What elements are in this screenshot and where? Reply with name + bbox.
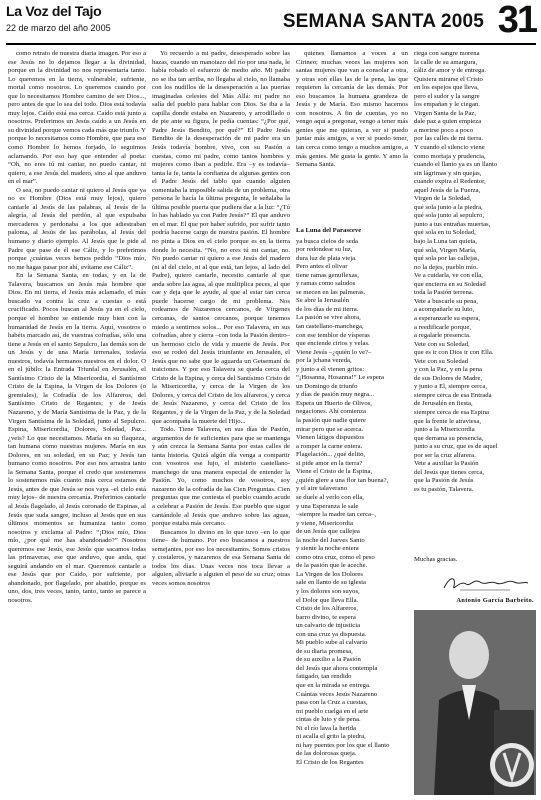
poem-line: junto a la Misericordia xyxy=(414,426,475,434)
poem-line: y los dolores son suyos, xyxy=(296,587,360,595)
poem-line: que es ir con Dios ir con Ella. xyxy=(414,349,494,357)
poem-line: ni acalla el grito la piedra, xyxy=(296,733,366,741)
poem-line: que derrama su presencia, xyxy=(414,434,484,442)
poem-line: con ese temblor de vísperas xyxy=(296,331,370,339)
poem-line: junto a su cruz, que es de aquel xyxy=(414,443,498,451)
article-column-4 xyxy=(414,50,534,600)
poem-line: no la dejes, pueblo mío. xyxy=(414,263,478,271)
poem-line: cáliz de amor y de entrega. xyxy=(414,67,487,75)
poem-line: –siempre la madre tan cerca–, xyxy=(296,511,377,519)
poem-line: es tu pasión, Talavera. xyxy=(414,485,474,493)
poem-line: Virgen de la Soledad, xyxy=(414,195,472,203)
poem-line: mi pueblo cuelga en el arte xyxy=(296,707,369,715)
poem-line: qué sola por las callejas, xyxy=(414,255,480,263)
poem-line: Viene Jesús –¿quién lo ve?– xyxy=(296,348,372,356)
poem-line: pasa con la Cruz a cuestas, xyxy=(296,699,368,707)
poem-line: Se abre la Jerusalén xyxy=(296,297,349,305)
article-column-3 xyxy=(296,50,408,225)
poem-line: Cuántas veces Jesús Nazareno xyxy=(296,690,378,698)
poem-line: de los días de mi tierra. xyxy=(296,305,359,313)
poem-line: si pide amor en la tierra? xyxy=(296,459,363,467)
paragraph: Yo recuerdo a mi padre, desesperado sobre las hazas, cuando un manotazo del río por una nada, le había robado el esfuerzo de medio año. Mi padre no se iba tan arriba, no llegaba al cielo, no llamaba con los nudillos de la desesperación a las puertas imaginadas celestes del Más Allá: mi padre no salía del pueblo para hablar con Dios. Se iba a la capilla donde estaba en Nazareno, y arrodillado o de pie ante su figura, le pedía cuentas: “¿Por qué, Padre Jesús Bendito, por qué?” El Padre Jesús Bendito de la desesperación de mi padre era un Jesús todavía hombre, vivo, con su Pasión a cuestas, como mi padre, como tantos hombres y mujeres como iban a pedirle. Era –y es todavía– tanta la fe, tanta la confianza de algunas gentes con el Padre Jesús del tablo que cuando alguien comentaba la imposible salida de un problema, otra persona le hacía la última pregunta, le señalaba la última posible puerta que pudiera dar a la luz: “¿Tú lo has hablado ya con Padre Jesús?” El que anduvo en el mar. El que por haber sufrido, por sufrir tanto podría hacerse cargo de nuestra pasión. El hombre no pinta a Dios en el cielo porque es en la tierra donde lo necesita. “No, no eres tú mi cantar, no. No puedo cantar ni quiero a ese Jesús del madero (ni al del cielo, ni al que está, tan lejos, al lado del Padre), quiero cantarle, necesito cantarle al que anda sobre las agua, al que multiplica peces, al que cae y deja que le ayude, al que al estar tan cerca puede hacerse cargo de mi problema. Nos rodeamos de Nazarenos cercanos, de Vírgenes cercanas, de santos cercanos, porque tenemos miedo a sentirnos solos... Por eso Talavera, en sus cofradías, abre y cierra –con toda la Pasión dentro– un hermoso ciclo de vida y muerte de Jesús. Por eso se rodeó del Jesús triunfante en Jerusalén, el Jesús que no sabe que le aguarda un Getsemaní de traiciones. Y por eso Talavera se queda cerca del Cristo de la Espina, y cerca del Santísimo Cristo de la Misericordia, y cerca de la Virgen de los Dolores, y cerca del Cristo de los alfareros, y cerca de Jesús Nazareno, y cerca del Cristo de los Regantes, y de la Virgen de la Paz, y de la Soledad que acompaña la muerte del Hijo... xyxy=(152,50,290,425)
poem-line: Pero antes el olivar xyxy=(296,263,348,271)
poem-line: y siente la noche entera xyxy=(296,545,359,553)
author-photo xyxy=(414,610,536,795)
poem-line: y días de pasión muy negra... xyxy=(296,391,375,399)
poem-line: cuando expira el Redentor, xyxy=(414,178,486,186)
poem-line: el Dolor que lleva Ella. xyxy=(296,596,359,604)
poem-title: La Luna del Parasceve xyxy=(296,227,362,234)
poem-line: Vienen látigos dispuestos xyxy=(296,434,364,442)
poem-lines xyxy=(296,238,408,768)
poem-line: tan castellano-manchega, xyxy=(296,323,364,331)
paragraph: quienes llamamos a voces a un Cirineo; muchas veces las mujeres son santas mujeres que van a consolar a otra, y otras son ellas las de la pena, las que requieren la cercanía de las demás. Por eso buscamos la humana grandeza de Jesús y de María. Eso mismo hacemos con nosotros. A fin de cuentas, yo no vengo aquí a pregonar, vengo a tener más gentes que me quieran, a ver si puedo juntar más amigos, a ver si puedo tener, tan cerca como tengo a muchos amigos, a más gentes. Me gusta la gente. Y amo la Semana Santa. xyxy=(296,50,408,169)
paragraph: En la Semana Santa, en todas, y en la de Talavera, buscamos un Jesús más hombre que Dios. En mi tierra, el Jesús más aclamado, el más buscado va contra la cruz a cuestas o está crucificado. Pocos buscan al Jesús ya en el cielo, porque el hombre se entiende muy bien con la humanidad de Jesús en la tierra. Aquí, vosotros o habéis marcado así, de vuestras cofradías, sólo una tiene a Jesús en el santo Sepulcro, las demás son de un Jesús y de una María terrenales, todavía nuestros, todavía hermanos nuestros en el dolor. O en el júbilo: la Entrada Triunfal en Jerusalén, el Santísimo Cristo de la Misericordia, el Santísimo Cristo de la Espina, la Virgen de los Dolores (o gremiales), la Cofradía de los Alfareros, del Santísimo Cristo de Regantes; y de Jesús Nazareno, y de María Santísima de la Paz, y de la Virgen Santísima de la Soledad, junto al Sepulcro. Espina, Misericordia, Dolores, Soledad, Paz... ¿veis? Lo que necesitamos. María en su flaqueza, tan humana como nuestras mujeres. María en sus Dolores, en su soledad, en su Paz; y Jesús tan humano como nosotros. Por eso nos arrastra tanto la Semana Santa, porque el credo que sostenemos lo sostenemos más cuanto más cerca estamos de Jesús, antes de que Jesús se nos vaya –el cielo está muy lejos– de nuestra cercanía. Preferimos cantarle al Jesús flagelado, al Jesús coronado de Espinas, al Jesús que suda sangre, incluso al Jesús que en sus últimos momentos se humaniza tanto como nosotros y exclama al Padre: “¡Dios mío, Dios mío, ¿por qué me has abandonado?” Nosotros queremos ese Jesús, ese Jesús que sacamos todas las primaveras, ese que anduvo, que anda, que seguirá andando en el mar. Queremos cantarle a ese Jesús que por Caído, por sufriente, por abandonado, por flagelado, por abatido, porque es uno, dos, tres veces, tanto, tanto, tanto se parece a nosotros. xyxy=(8,272,146,604)
author-signature xyxy=(440,572,530,594)
poem-line: y con la Paz, y en la pena xyxy=(414,366,482,374)
article-column-2 xyxy=(152,50,290,795)
poem-line: a esperanzarle su espera, xyxy=(414,314,481,322)
issue-date: 22 de marzo del año 2005 xyxy=(6,23,111,33)
poem-line: como mortaja y prudencia, xyxy=(414,152,486,160)
poem-line: la calle de su amargura, xyxy=(414,58,478,66)
poem-line: se duele al verlo con ella, xyxy=(296,493,364,501)
poem-line: que enciende cirios y velas. xyxy=(296,340,370,348)
poem-line: en los espejos que lleva, xyxy=(414,84,479,92)
poem-line: riega con sangre morena xyxy=(414,50,480,57)
poem-line: qué sola junto a la piedra, xyxy=(414,203,483,211)
poem-line: del Jesús que tienes cerca, xyxy=(414,468,485,476)
poem-line: por las calles de mi tierra. xyxy=(414,135,484,143)
poem-line: la pasión que nadie quiere xyxy=(296,417,366,425)
poem-line: un calvario de injusticia xyxy=(296,622,361,630)
poem-line: que la Pasión de Jesús xyxy=(414,477,474,485)
poem-line: pero el sudor y la sangre xyxy=(414,92,480,100)
poem-line: de las dolorosas queja. xyxy=(296,750,357,758)
poem-line: La Virgen de los Dolores xyxy=(296,570,363,578)
poem-line: ya busca cielos de seda xyxy=(296,237,359,245)
poem-line: y una Esperanza le sale xyxy=(296,502,359,510)
poem-line: aquel Jesús de la Fuerza, xyxy=(414,186,481,194)
poem-line: a acompañarle su luto, xyxy=(414,306,475,314)
poem-line: por la jchana vereda, xyxy=(296,357,352,365)
poem-line: dale paz a quien empieza xyxy=(414,118,482,126)
poem-line: Espera un Huerto de Olivos, xyxy=(296,399,372,407)
poem-line: fatigado, tan rendido xyxy=(296,673,352,681)
poem-line: que encierra en su Soledad xyxy=(414,280,486,288)
newspaper-name: La Voz del Tajo xyxy=(6,3,102,19)
masthead xyxy=(6,0,536,43)
poem-line: Cristo de los Alfareros, xyxy=(296,605,359,613)
poem-line: Vete con su Soledad, xyxy=(414,340,470,348)
page-number: 31 xyxy=(497,0,536,41)
paragraph: Todo. Tiene Talavera, en sus días de Pasión, argumentos de fe suficientes para que se mantenga y aún crezca la Semana Santa por estas calles de tanta historia. Quizá algún día venga a compartir con vosotros ese lujo, el misterio castellano-manchego de una manera especial de entender la Pasión. Yo, como muchos de vosotros, soy nazareno de la cofradía de las Cien Preguntas. Cien preguntas que me contesta el pueblo cuando acude a celebrar a Pasión de Jesús. Ese pueblo que sigue cantándole al Jesús que anduvo sobre las aguas, porque estaba más cercano. xyxy=(152,426,290,528)
poem-line: Flagelación... ¿qué delito, xyxy=(296,451,366,459)
poem-line: “¡Hosanna, Hosanna!” Le espera xyxy=(296,374,385,382)
poem-line: Vete a buscarle su pena, xyxy=(414,297,479,305)
poem-line: Vete con su Soledad xyxy=(414,357,469,365)
poem-line: con una cruz ya dispuesta. xyxy=(296,630,367,638)
poem-line: a romper la carne entera. xyxy=(296,442,363,450)
poem-line: La pasión se vive ahora, xyxy=(296,314,361,322)
poem-line: y junto a El, siempre cerca, xyxy=(414,383,487,391)
poem-block xyxy=(296,227,408,797)
poem-line: negaciones. Ahí comienza xyxy=(296,408,367,416)
poem-line: dura luz de plata vieja. xyxy=(296,254,357,262)
poem-line: El Cristo de los Regantes xyxy=(296,758,364,766)
poem-line: Ni el río lava la herida xyxy=(296,724,356,732)
poem-line: tiene ramas genuflexas, xyxy=(296,271,359,279)
poem-line: a regalarle presencia. xyxy=(414,332,471,340)
author-name: Antonio García Barbeito. xyxy=(456,597,534,604)
poem-line: de sus Dolores de Madre, xyxy=(414,374,483,382)
poem-line: de su auxilio a la Pasión xyxy=(296,656,361,664)
poem-line: qué sola, Virgen María, xyxy=(414,246,477,254)
poem-line: del Jesús que ahora contempla xyxy=(296,664,378,672)
poem-line: Mi pueblo sube al calvario xyxy=(296,639,368,647)
poem-line: y junto a él vienen gritos: xyxy=(296,365,365,373)
poem-line: Y cuando el silencio viene xyxy=(414,144,485,152)
poem-line: como otra cruz, como el peso xyxy=(296,553,375,561)
poem-line: por ser la cruz alfarera. xyxy=(414,451,476,459)
poem-line: ni hay puentes por los que el llanto xyxy=(296,741,390,749)
poem-line: barro divino, te espera xyxy=(296,613,356,621)
poem-line: de su diaria promesa, xyxy=(296,647,353,655)
poem-line: y el aire talaverano xyxy=(296,485,348,493)
poem-line: qué sola junto al sepulcro, xyxy=(414,212,485,220)
poem-line: de un Jesús que callejea xyxy=(296,528,360,536)
poem-line: y viene, Misericordia xyxy=(296,519,354,527)
poem-line: por redondear su luz, xyxy=(296,246,353,254)
poem-line: un Domingo de triunfo xyxy=(296,382,358,390)
poem-line: cintas de luto y de pena. xyxy=(296,716,361,724)
poem-line: Vete a auxiliar la Pasión xyxy=(414,460,479,468)
poem-line: se mecen en las palmeras. xyxy=(296,288,366,296)
poem-line: sale en llanto de su iglesia xyxy=(296,579,367,587)
poem-line: mirar pero que se acerca. xyxy=(296,425,364,433)
poem-line: Quisiera mirarse el Cristo xyxy=(414,75,483,83)
poem-line: de la pasión que le aceche. xyxy=(296,562,368,570)
article-column-1 xyxy=(8,50,146,795)
poem-line: que la frente le atraviesa, xyxy=(414,417,482,425)
poem-line: y ramas como saludos xyxy=(296,280,356,288)
poem-line: que en la mirada se entrega. xyxy=(296,681,371,689)
poem-line: Ve a cuidarla, ve con ella, xyxy=(414,272,483,280)
poem-line: a reedificarle porque, xyxy=(414,323,471,331)
header-rule xyxy=(6,43,536,45)
poem-line: cuando el llanto ya es un llanto xyxy=(414,161,498,169)
poem-line: junto a tus entrañas muertas, xyxy=(414,220,491,228)
paragraph: Buscamos lo divino en lo que tuvo –en lo que tiene– de humano. Por eso buscamos a nuestros semejantes, por eso los necesitamos. Somos cristos y costaleros, y nazarenos de esa Semana Santa de todos los días. Unas veces nos toca llevar a alguien, aliviarle a alguien el peso de su cruz; otras veces somos nosotros xyxy=(152,528,290,587)
poem-line: los empañan y le ciegan. xyxy=(414,101,480,109)
poem-line: siempre cerca de esa Entrada xyxy=(414,391,492,399)
poem-line: toda la Pasión terrena. xyxy=(414,289,474,297)
poem-line: la noche del Jueves Santo xyxy=(296,536,365,544)
poem-line: de Jerusalén en fiesta, xyxy=(414,400,473,408)
poem-line: Virgen Santa de la Paz, xyxy=(414,109,477,117)
poem-line: sin lágrimas y sin quejas, xyxy=(414,169,482,177)
poem-line: Viene el Cristo de la Espina, xyxy=(296,468,373,476)
poem-line: bajo la Luna tan quieta, xyxy=(414,238,477,246)
paragraph: como retrato de nuestra diaria imagen. Por eso a ese Jesús no lo dejamos llegar a la divinidad, porque en la divinidad no nos representaría tanto. Lo queremos en la tierra, vulnerable, sufriente, mortal como nosotros. Lo queremos cuando por que lo necesitamos Hombre camino de ser Dios..., pero antes de que lo sea del todo. Dios está todavía muy lejos. Caído está esa cerca. Caído está junto a nosotros. Preferimos un Jesús caído a un Jesús en su divinidad porque vemos cada más que triunfo. Y porque lo necesitamos como Hombre, que para eso como Hombre lo hemos forjado, lo seguimos aclamando. Por eso hay que entender al poeta: “Oh, no eres tú mi cantar, no puedo cantar, ni quiero, a ese Jesús del madero, sino al que anduvo en el mar”. xyxy=(8,50,146,186)
poem-line: a morirse poco a poco xyxy=(414,126,474,134)
closing-thanks: Muchas gracias. xyxy=(414,556,458,563)
poem-line: ¿quién giere a una flor tan buena?, xyxy=(296,476,389,484)
poem-continuation xyxy=(414,50,534,494)
poem-line: qué sola en tu Soledad, xyxy=(414,229,476,237)
section-title: SEMANA SANTA 2005 xyxy=(282,11,484,32)
poem-line: siempre cerca de esa Espina xyxy=(414,408,490,416)
paragraph: O sea, no puedo cantar ni quiero al Jesús que ya no es Hombre (Dios está muy lejos), quiero cantarle al Jesús de las palabras, al Jesús de la alegría, al Jesús del perdón, al que expulsaba mercaderes y perdonaba a los que adiestraban paloma, al Jesús de las parábolas, al Jesús del humano y diario ejemplo. Al Jesús que le pide al Padre que pase de él ese Cáliz, y lo preferimos porque ¿cuántas veces hemos pedido “Dios mío, no me hagas pasar por ahí, evítame ese Cáliz”. xyxy=(8,186,146,271)
